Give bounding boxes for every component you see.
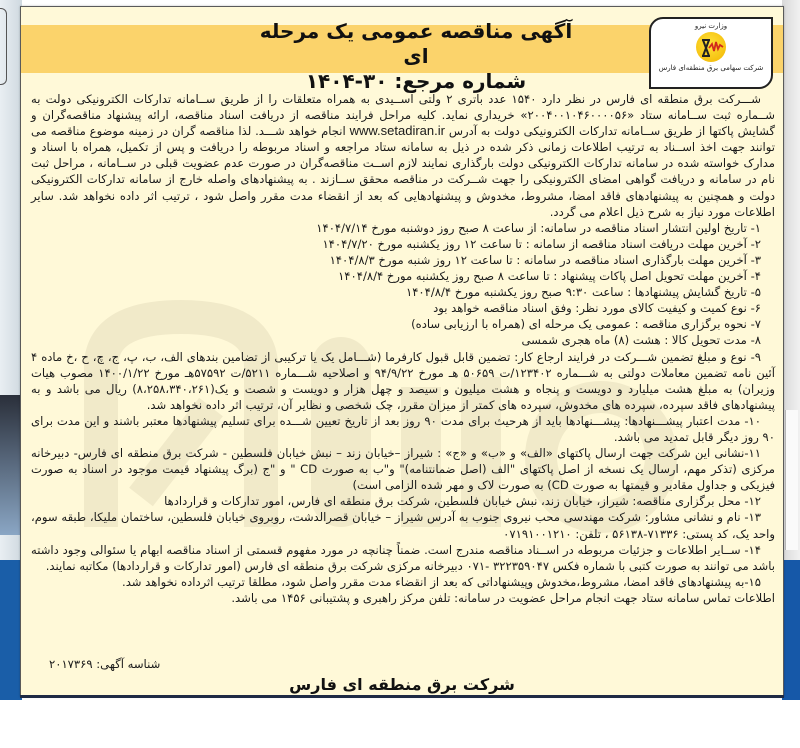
page-title [251,19,581,94]
advertisement-body [31,91,775,606]
title-reference-number: شماره مرجع: ۳۰-۱۴۰۴ [305,69,527,93]
company-logo [649,17,773,89]
document-bottom-border [20,695,784,698]
background-photo [0,395,22,535]
website-link[interactable]: www.setadiran.ir [349,123,445,139]
intro-paragraph [31,91,775,220]
logo-ministry-label: وزارت نیرو [694,22,728,30]
background-panel [785,410,798,550]
background-blue-block [782,560,800,700]
ad-identifier: شناسه آگهی: ۲۰۱۷۳۶۹ [49,657,161,671]
background-right-edge [782,0,800,700]
title-line-1: آگهی مناقصه عمومی یک مرحله ای [259,19,573,68]
background-left-edge [0,0,22,700]
background-frame [0,8,7,85]
list-item: ۵- تاریخ گشایش پیشنهادها : ساعت ۹:۳۰ صبح روز یکشنبه مورخ ۱۴۰۴/۸/۴ [405,285,761,300]
list-item: ۱۰- مدت اعتبار پیشـــنهادها: پیشـــنهادها باید از هرحیث برای مدت ۹۰ روز بعد از تاریخ تعیین شـــده برای تسلیم پیشنهادها معتبر باشند و این مدت برای ۹۰ روز دیگر قابل تمدید می باشد. [31,413,775,444]
footer-company-name: شرکت برق منطقه ای فارس [289,675,515,694]
list-item: ۳- آخرین مهلت بارگذاری اسناد مناقصه در سامانه : تا ساعت ۱۲ روز شنبه مورخ ۱۴۰۴/۸/۳ [329,252,761,267]
contact-info: اطلاعات تماس سامانه ستاد جهت انجام مراحل عضویت در سامانه: تلفن مرکز راهبری و پشتیبانی ۱۴۵۶ می باشد. [231,590,775,605]
intro-text-part-2: انجام خواهد شـــد. لذا مناقصه گران در زمینه موضوع مناقصه می توانند جهت اخذ اســناد به ترتیب اطلاعات زمانی ذکر شده در ذیل به سامانه ستاد مراجعه و اسناد مربوطه را دریافت و پس از تکمیل، همراه با اسناد و مدارک خواسته شده در سامانه تدارکات الکترونیکی دولت بارگذاری نمایند لازم اســت مناقصه‌گران در صورت عدم عضویت قبلی در ســامانه ، مراحل ثبت نام در سامانه و دریافت گواهی امضای الکترونیکی را جهت شــرکت در مناقصه محقق ســازند . به پیشنهادهای واصله خارج از سامانه تدارکات الکترونیکی دولت و همچنین به پیشنهادهای فاقد امضا، مشروط، مخدوش و پیشنهادهایی که بعد از انقضاء مدت مقرر واصل شود ، ترتیب اثر داده نخواهد شد. سایر اطلاعات مورد نیاز به شرح ذیل اعلام می گردد. [31,124,775,219]
tender-advertisement [20,6,784,697]
list-item: ۲- آخرین مهلت دریافت اسناد مناقصه از سامانه : تا ساعت ۱۲ روز یکشنبه مورخ ۱۴۰۴/۷/۲۰ [322,236,761,251]
intro-text-part-1: شـــرکت برق منطقه ای فارس در نظر دارد ۱۵۴۰ عدد باتری ۲ ولتی اســیدی به همراه متعلقات را از طریق ســامانه تدارکات الکترونیکی دولت به شــماره ثبت ســامانه ستاد «۲۰۰۴۰۰۱۰۴۶۰۰۰۰۵۶» خریداری نماید. کلیه مراحل فرایند مناقصه از دریافت اسناد مناقصه، ارائه پیشنهاد مناقصه‌گران و گشایش پاکتها از طریق ســامانه تدارکات الکترونیکی دولت به آدرس [31,92,776,139]
list-item: ۱۵-به پیشنهادهای فاقد امضا، مشروط،مخدوش وپیشنهاداتی که بعد از انقضاء مدت مقرر واصل شود، مطلقا ترتیب اثرداده نخواهد شد. [122,574,761,589]
logo-company-label: شرکت سهامی برق منطقه‌ای فارس [658,64,764,72]
list-item: ۱۱-نشانی این شرکت جهت ارسال پاکتهای «الف» و «ب» و «ج» : شیراز –خیابان زند – نبش خیابان فلسطین - شرکت برق منطقه ای فارس- دبیرخانه مرکزی (تذکر مهم، ارسال یک نسخه از اصل پاکتهای "الف (اصل ضمانتنامه)" و"ب به صورت CD " و "ج (برگ پیشنهاد قیمت موجود در اسناد به صورت فیزیکی و جداول مقادیر و قیمتها به صورت CD) به صورت لاک و مهر شده الزامی است) [31,446,775,493]
list-item: ۷- نحوه برگزاری مناقصه : عمومی یک مرحله ای (همراه با ارزیابی ساده) [411,317,761,332]
list-item: ۱- تاریخ اولین انتشار اسناد مناقصه در سامانه: از ساعت ۸ صبح روز دوشنبه مورخ ۱۴۰۴/۷/۱۴ [316,220,761,235]
background-blue-block [0,560,22,700]
list-item: ۱۳- نام و نشانی مشاور: شرکت مهندسی محب نیروی جنوب به آدرس شیراز – خیابان قصرالدشت، روبروی خیابان فلسطین، ساختمان ملیکا، طبقه سوم، واحد یک، کد پستی: ۷۱۳۳۶-۵۶۱۳۸ ، تلفن: ۰۷۱۹۱۰۰۱۲۱۰ [31,510,775,541]
list-item: ۴- آخرین مهلت تحویل اصل پاکات پیشنهاد : تا ساعت ۸ صبح روز یکشنبه مورخ ۱۴۰۴/۸/۴ [338,269,761,284]
list-item: ۹- نوع و مبلغ تضمین شـــرکت در فرایند ارجاع کار: تضمین قابل قبول کارفرما (شـــامل یک یا ترکیبی از تضامین بندهای الف، ب، پ، ج، چ، ح ،خ ماده ۴ آئین نامه تضمین معاملات دولتی به شـــماره ۱۲۳۴۰۲/ت ۵۰۶۵۹ هـ مورخ ۹۴/۹/۲۲ و اصلاحیه شـــماره ۵۲۱۱/ت ۵۷۵۹۲هـ مورخ ۱۴۰۰/۱/۲۲ مصوب هیات وزیران) به مبلغ هشت میلیارد و دویست و پنجاه و هشت میلیون و سیصد و چهل هزار و دویست و شصت و یک(۸،۲۵۸،۳۴۰،۲۶۱) ریال می باشد و به پیشنهادهای فاقد سپرده، سپرده های مخدوش، سپرده های کمتر از میزان مقرر، چک شخصی و نظایر آن، ترتیب اثر داده نخواهد شد. [31,349,775,412]
list-item: ۱۴- ســایر اطلاعات و جزئیات مربوطه در اســناد مناقصه مندرج است. ضمناً چنانچه در مورد مفهوم قسمتی از اسناد مناقصه ابهام یا سئوالی وجود داشته باشد می توانند به صورت کتبی با شماره فکس ۳۲۲۳۵۹۰۴۷ -۰۷۱ دبیرخانه مرکزی شرکت برق منطقه ای فارس (امور تدارکات و قراردادها) مکاتبه نمایند. [31,542,775,573]
power-company-logo-icon [696,32,726,62]
list-item: ۶- نوع کمیت و کیفیت کالای مورد نظر: وفق اسناد مناقصه خواهد بود [433,301,761,316]
list-item: ۱۲- محل برگزاری مناقصه: شیراز، خیابان زند، نبش خیابان فلسطین، شرکت برق منطقه ای فارس، امور تدارکات و قراردادها [164,494,761,509]
list-item: ۸- مدت تحویل کالا : هشت (۸) ماه هجری شمسی [521,333,761,348]
